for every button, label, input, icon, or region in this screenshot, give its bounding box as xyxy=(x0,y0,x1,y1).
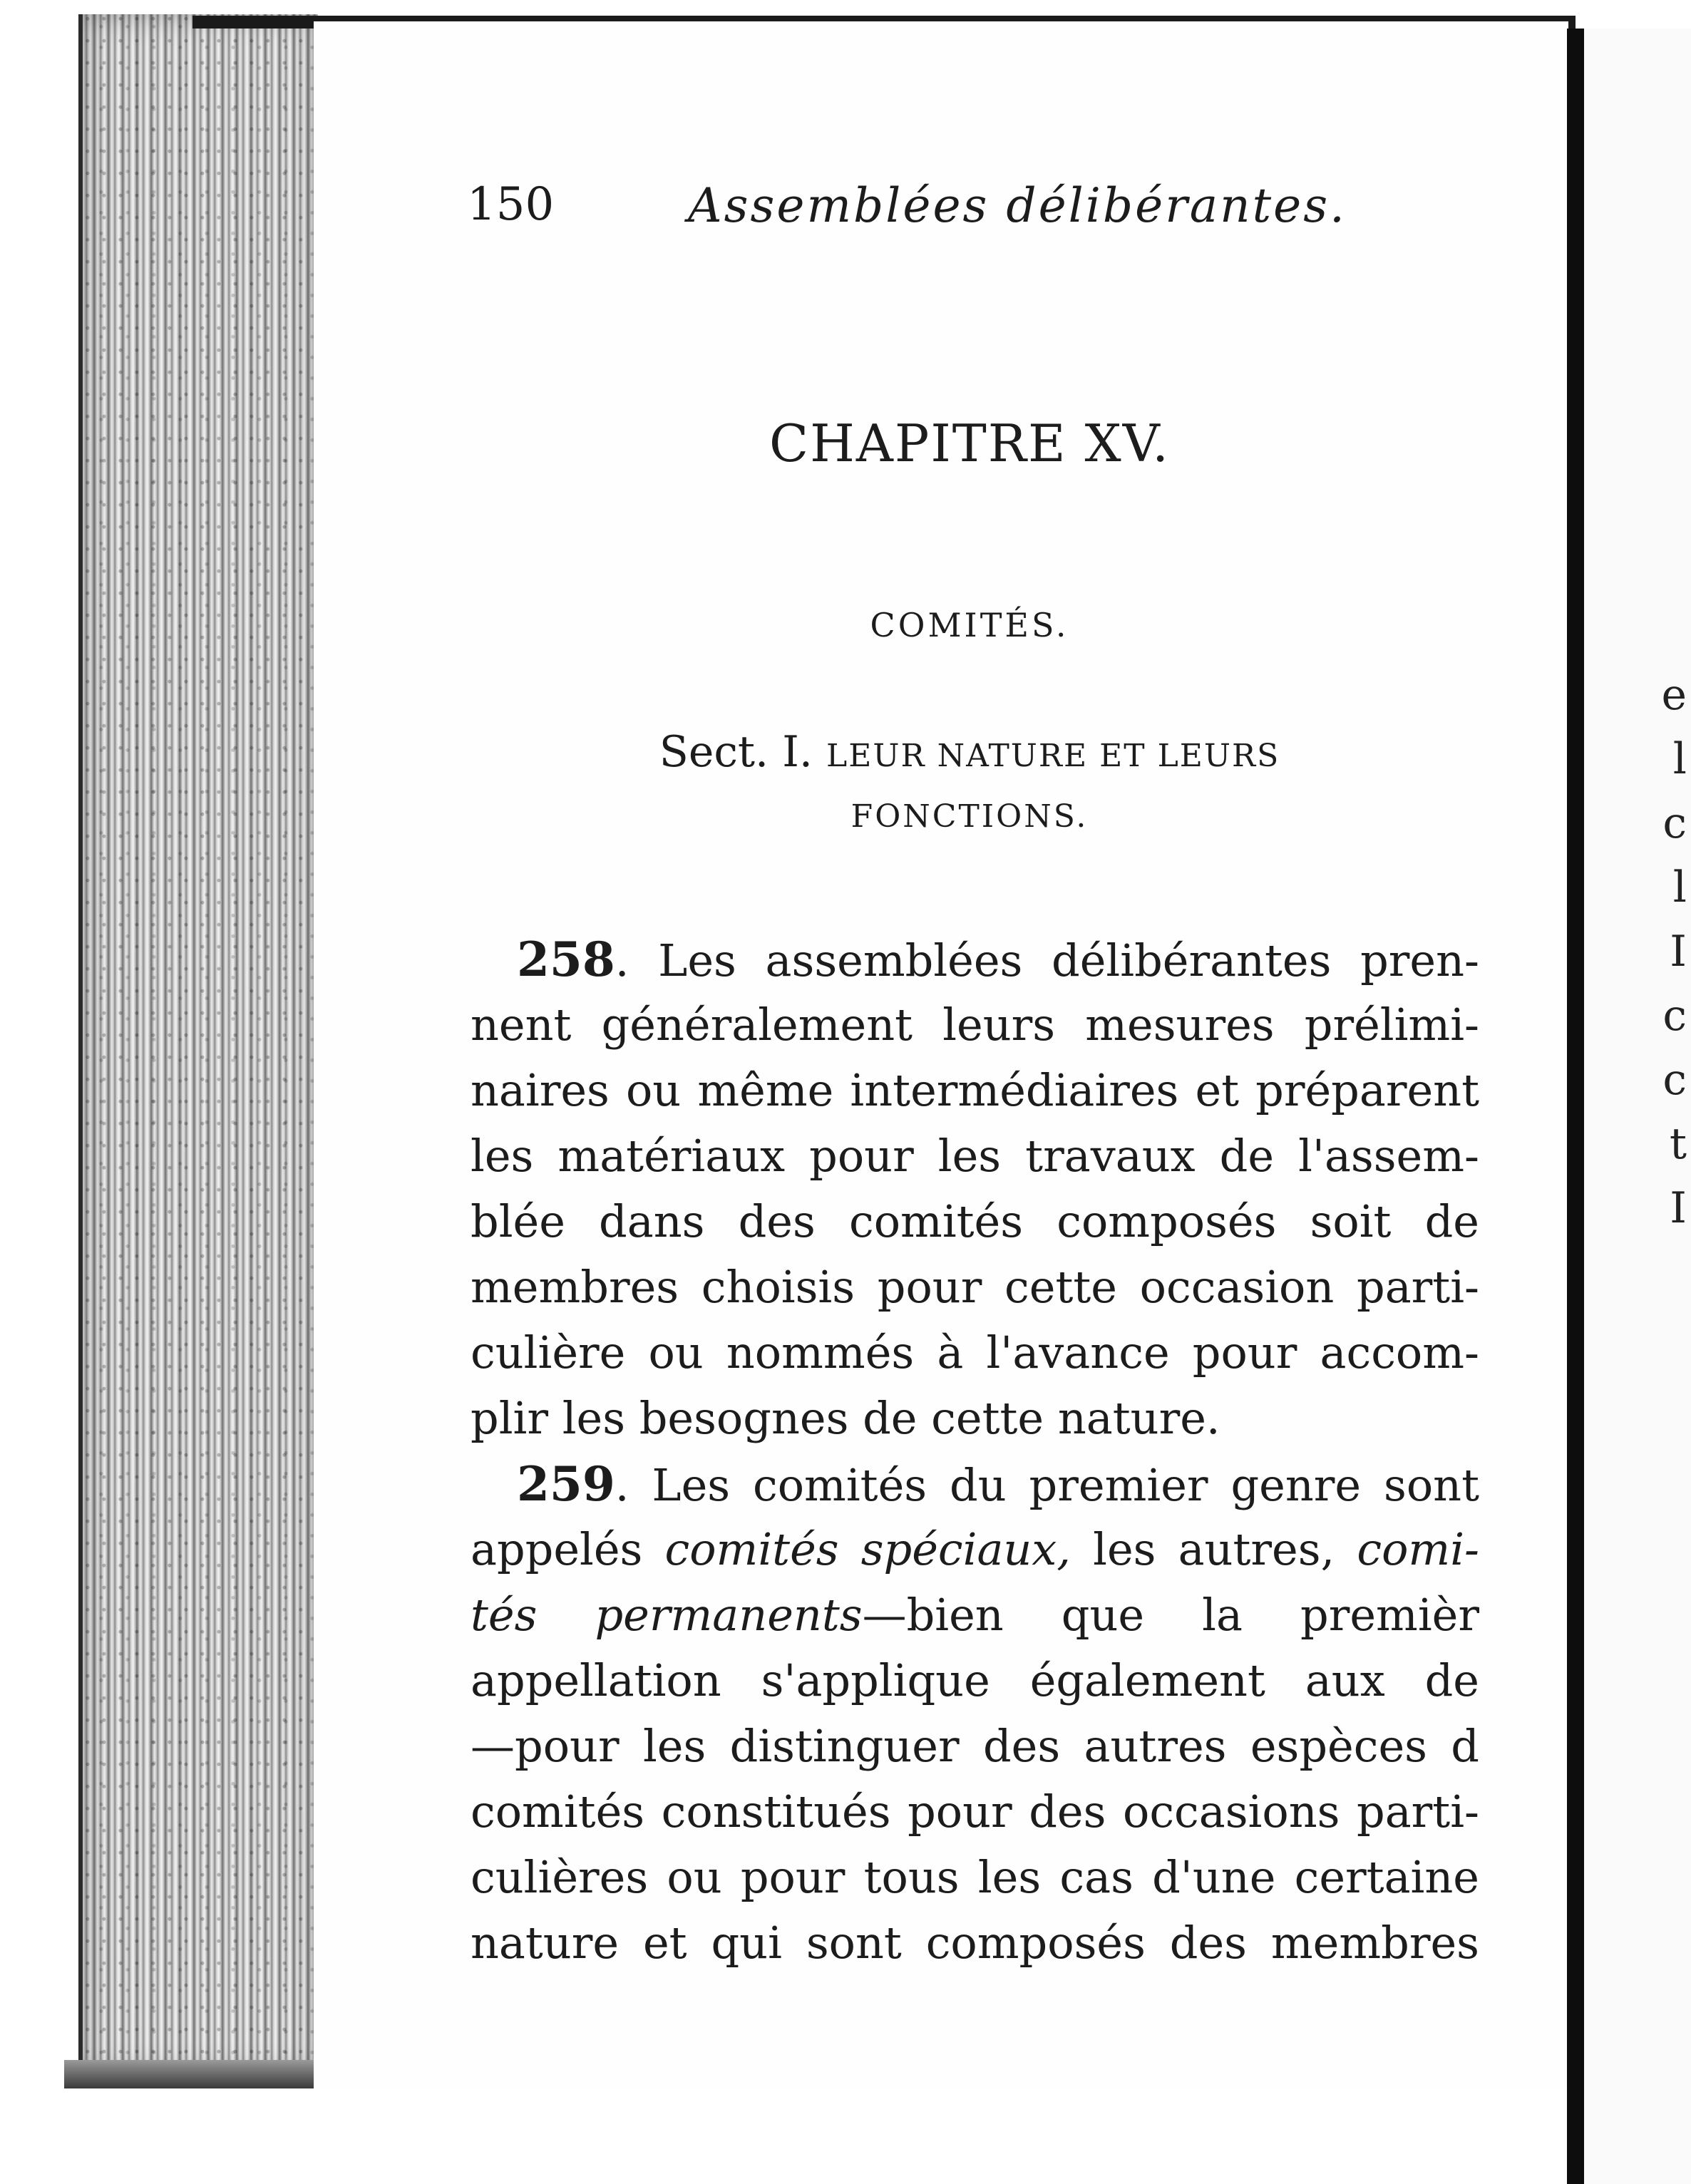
facing-page-glyph: c xyxy=(1662,798,1687,848)
text-line: 258. Les assemblées délibérantes pren- xyxy=(517,932,1479,987)
facing-page-glyph: I xyxy=(1670,1183,1687,1233)
book-page-edges xyxy=(78,14,318,2074)
text-line: culière ou nommés à l'avance pour accom- xyxy=(471,1327,1479,1379)
facing-page-edge xyxy=(1584,29,1691,2184)
running-title: Assemblées délibérantes. xyxy=(688,178,1347,233)
facing-page-glyph: I xyxy=(1670,927,1687,977)
text-line: culières ou pour tous les cas d'une certaine xyxy=(471,1851,1479,1903)
text-line: blée dans des comités composés soit de xyxy=(471,1195,1479,1247)
facing-page-glyph: c xyxy=(1662,991,1687,1041)
facing-page-glyph: l xyxy=(1672,734,1687,784)
section-label: Sect. I. xyxy=(659,727,813,777)
text-line: naires ou même intermédiaires et préparent xyxy=(471,1064,1479,1116)
section-title-part1: LEUR NATURE ET LEURS xyxy=(826,738,1280,774)
text-line: 259. Les comités du premier genre sont xyxy=(517,1456,1479,1512)
text-line: appellation s'applique également aux de xyxy=(471,1654,1479,1706)
text-line: plir les besognes de cette nature. xyxy=(471,1392,1220,1444)
text-line: comités constitués pour des occasions parti- xyxy=(471,1786,1479,1838)
section-title-part2: FONCTIONS. xyxy=(850,798,1089,835)
section-heading xyxy=(471,727,1469,777)
facing-page-glyph: t xyxy=(1669,1119,1687,1169)
text-line: appelés comités spéciaux, les autres, comi- xyxy=(471,1523,1479,1575)
paragraph-259 xyxy=(471,1451,1479,1976)
paragraph-number: 259 xyxy=(517,1456,615,1512)
paragraph-number: 258 xyxy=(517,932,615,987)
facing-page-glyph: c xyxy=(1662,1055,1687,1105)
chapter-title: CHAPITRE XV. xyxy=(769,413,1170,473)
running-head xyxy=(467,178,1501,242)
text-line: membres choisis pour cette occasion parti- xyxy=(471,1261,1479,1313)
text-line: nature et qui sont composés des membres xyxy=(471,1917,1479,1969)
text-line: —pour les distinguer des autres espèces d xyxy=(471,1720,1479,1772)
facing-page-glyph: l xyxy=(1672,862,1687,912)
text-line: nent généralement leurs mesures prélimi- xyxy=(471,999,1479,1051)
chapter-subject: COMITÉS. xyxy=(870,606,1069,644)
facing-page-glyph: e xyxy=(1661,670,1687,720)
page-number: 150 xyxy=(467,178,555,231)
book-gutter xyxy=(1567,29,1584,2184)
paragraph-258 xyxy=(471,927,1479,1451)
book-bottom-edge xyxy=(64,2060,335,2088)
text-line: les matériaux pour les travaux de l'assem- xyxy=(471,1130,1479,1182)
section-heading-continued xyxy=(471,798,1469,835)
text-line: tés permanents—bien que la premièr xyxy=(471,1589,1479,1641)
